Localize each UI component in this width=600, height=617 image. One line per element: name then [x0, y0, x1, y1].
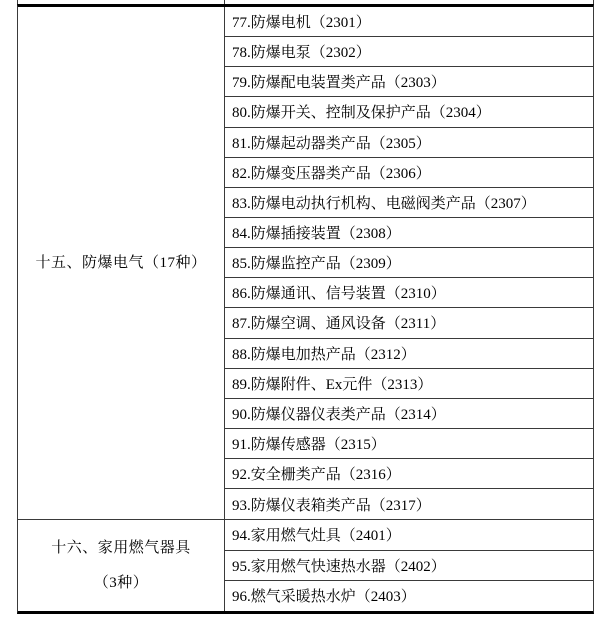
column-divider: [224, 0, 225, 4]
table-row: 82.防爆变压器类产品（2306）: [225, 158, 593, 188]
table-row: 86.防爆通讯、信号装置（2310）: [225, 278, 593, 308]
table-row: 94.家用燃气灶具（2401）: [225, 520, 593, 550]
table-row: 84.防爆插接装置（2308）: [225, 218, 593, 248]
table-row-group-gas-appliances: [18, 519, 593, 610]
product-table: [17, 4, 594, 614]
category-label: 十五、防爆电气（17种）: [35, 254, 207, 271]
table-row: 79.防爆配电装置类产品（2303）: [225, 67, 593, 97]
table-row: 83.防爆电动执行机构、电磁阀类产品（2307）: [225, 188, 593, 218]
table-row: 87.防爆空调、通风设备（2311）: [225, 308, 593, 338]
table-row: 91.防爆传感器（2315）: [225, 429, 593, 459]
category-label-line1: 十六、家用燃气器具: [51, 539, 191, 556]
table-row: 92.安全栅类产品（2316）: [225, 459, 593, 489]
table-row: 96.燃气采暖热水炉（2403）: [232, 589, 416, 606]
category-cell-16: [18, 520, 225, 610]
table-row-group-explosion-proof: [18, 7, 593, 519]
table-row: 95.家用燃气快速热水器（2402）: [225, 551, 593, 581]
category-label-line2: （3种）: [93, 574, 149, 591]
table-row: 88.防爆电加热产品（2312）: [225, 339, 593, 369]
table-row: 80.防爆开关、控制及保护产品（2304）: [225, 97, 593, 127]
item-rows-15: [225, 7, 593, 519]
table-row: 77.防爆电机（2301）: [225, 7, 593, 37]
table-row: 81.防爆起动器类产品（2305）: [225, 128, 593, 158]
table-row: 78.防爆电泵（2302）: [225, 37, 593, 67]
table-row: 89.防爆附件、Ex元件（2313）: [225, 369, 593, 399]
item-rows-16: [225, 520, 593, 610]
table-row: 85.防爆监控产品（2309）: [225, 248, 593, 278]
table-row: 90.防爆仪器仪表类产品（2314）: [225, 399, 593, 429]
category-cell-15: [18, 7, 225, 519]
previous-row-sliver: [17, 0, 594, 4]
catalog-table: [17, 0, 594, 614]
table-row: 93.防爆仪表箱类产品（2317）: [232, 497, 431, 514]
